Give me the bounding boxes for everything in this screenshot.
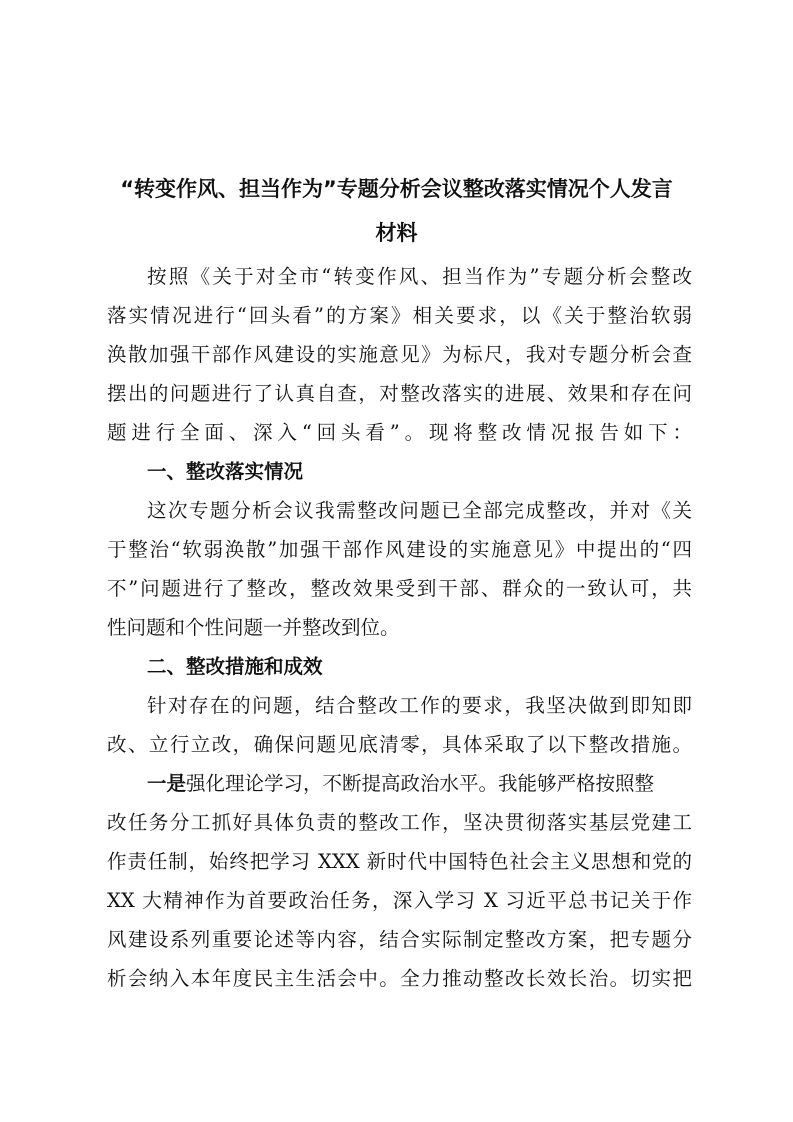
measure-lead: 一是	[147, 772, 187, 795]
document-title-line-1: “转变作风、担当作为”专题分析会议整改落实情况个人发言	[120, 177, 673, 201]
section-heading-2: 二、整改措施和成效	[147, 655, 323, 678]
paragraph-line: 按照《关于对全市“转变作风、担当作为”专题分析会整改	[147, 265, 692, 288]
paragraph-intro	[107, 257, 692, 452]
paragraph-line: 性问题和个性问题一并整改到位。	[107, 616, 400, 639]
paragraph-line: 题进行全面、深入“回头看”。现将整改情况报告如下：	[107, 421, 692, 444]
paragraph-line: 涣散加强干部作风建设的实施意见》为标尺，我对专题分析会查	[107, 343, 692, 366]
paragraph-line: 析会纳入本年度民主生活会中。全力推动整改长效长治。切实把	[107, 967, 692, 990]
measure-text: 强化理论学习，不断提高政治水平。我能够严格按照整	[186, 772, 655, 795]
paragraph-section-2-intro	[107, 686, 692, 764]
paragraph-line: 针对存在的问题，结合整改工作的要求，我坚决做到即知即	[147, 694, 692, 717]
paragraph-line: 落实情况进行“回头看”的方案》相关要求，以《关于整治软弱	[107, 304, 692, 327]
paragraph-line: 于整治“软弱涣散”加强干部作风建设的实施意见》中提出的“四	[107, 538, 692, 561]
paragraph-measure-1	[107, 764, 692, 998]
paragraph-line: 改任务分工抓好具体负责的整改工作，坚决贯彻落实基层党建工	[107, 811, 692, 834]
paragraph-line: 这次专题分析会议我需整改问题已全部完成整改，并对《关	[147, 499, 692, 522]
paragraph-line: XX 大精神作为首要政治任务，深入学习 X 习近平总书记关于作	[107, 889, 692, 912]
paragraph-line	[107, 764, 692, 803]
section-heading-1: 一、整改落实情况	[147, 460, 304, 483]
paragraph-line: 摆出的问题进行了认真自查，对整改落实的进展、效果和存在问	[107, 382, 692, 405]
document-body	[107, 257, 692, 998]
paragraph-line: 风建设系列重要论述等内容，结合实际制定整改方案，把专题分	[107, 928, 692, 951]
paragraph-line: 作责任制，始终把学习 XXX 新时代中国特色社会主义思想和党的	[107, 850, 692, 873]
document-title-line-2: 材料	[375, 221, 418, 245]
paragraph-line: 改、立行立改，确保问题见底清零，具体采取了以下整改措施。	[107, 733, 692, 756]
paragraph-section-1	[107, 491, 692, 647]
paragraph-line: 不”问题进行了整改，整改效果受到干部、群众的一致认可，共	[107, 577, 692, 600]
